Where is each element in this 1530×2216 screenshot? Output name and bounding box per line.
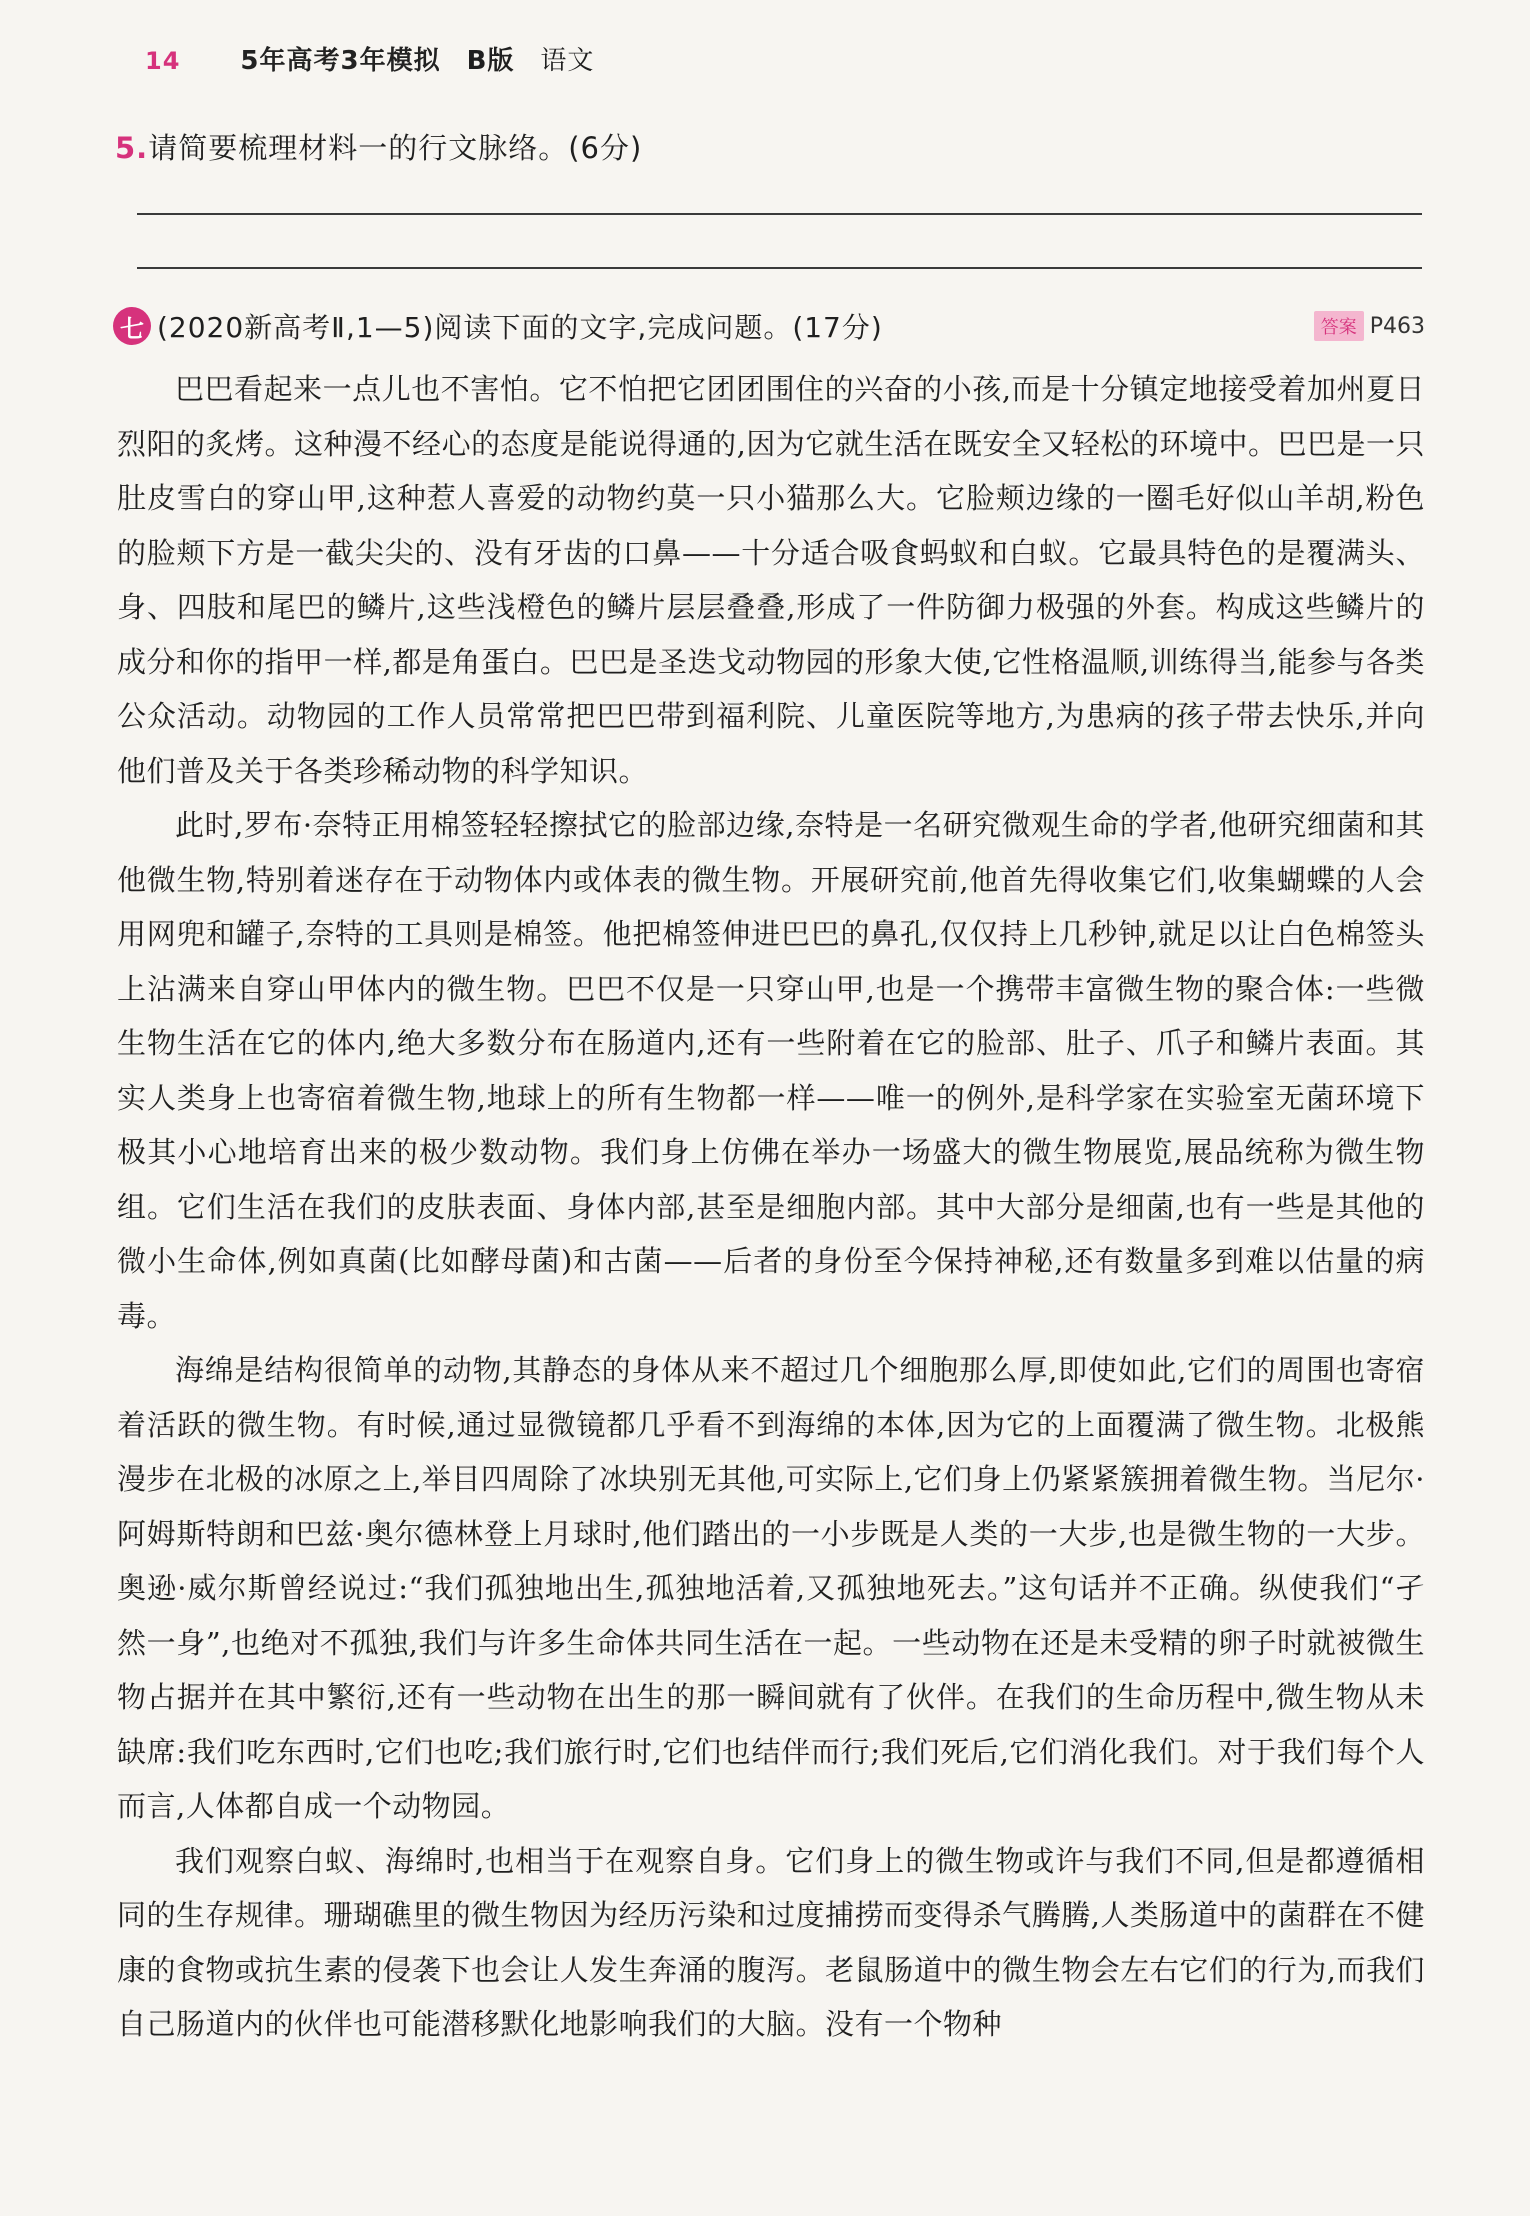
- passage-paragraph: 此时,罗布·奈特正用棉签轻轻擦拭它的脸部边缘,奈特是一名研究微观生命的学者,他研究细菌和其他微生物,特别着迷存在于动物体内或体表的微生物。开展研究前,他首先得收集它们,收集蝴蝶的人会用网兜和罐子,奈特的工具则是棉签。他把棉签伸进巴巴的鼻孔,仅仅持上几秒钟,就足以让白色棉签头上沾满来自穿山甲体内的微生物。巴巴不仅是一只穿山甲,也是一个携带丰富微生物的聚合体:一些微生物生活在它的体内,绝大多数分布在肠道内,还有一些附着在它的脸部、肚子、爪子和鳞片表面。其实人类身上也寄宿着微生物,地球上的所有生物都一样——唯一的例外,是科学家在实验室无菌环境下极其小心地培育出来的极少数动物。我们身上仿佛在举办一场盛大的微生物展览,展品统称为微生物组。它们生活在我们的皮肤表面、身体内部,甚至是细胞内部。其中大部分是细菌,也有一些是其他的微小生命体,例如真菌(比如酵母菌)和古菌——后者的身份至今保持神秘,还有数量多到难以估量的病毒。: [117, 808, 1425, 1333]
- answer-reference: [1314, 311, 1425, 341]
- answer-tag: 答案: [1314, 311, 1364, 341]
- question-5: [115, 126, 642, 167]
- section-instruction: (2020新高考Ⅱ,1—5)阅读下面的文字,完成问题。(17分): [157, 311, 883, 344]
- question-text: 请简要梳理材料一的行文脉络。(6分): [148, 131, 643, 165]
- passage-paragraph: 海绵是结构很简单的动物,其静态的身体从来不超过几个细胞那么厚,即使如此,它们的周围也寄宿着活跃的微生物。有时候,通过显微镜都几乎看不到海绵的本体,因为它的上面覆满了微生物。北极熊漫步在北极的冰原之上,举目四周除了冰块别无其他,可实际上,它们身上仍紧紧簇拥着微生物。当尼尔·阿姆斯特朗和巴兹·奥尔德林登上月球时,他们踏出的一小步既是人类的一大步,也是微生物的一大步。奥逊·威尔斯曾经说过:“我们孤独地出生,孤独地活着,又孤独地死去。”这句话并不正确。纵使我们“孑然一身”,也绝对不孤独,我们与许多生命体共同生活在一起。一些动物在还是未受精的卵子时就被微生物占据并在其中繁衍,还有一些动物在出生的那一瞬间就有了伙伴。在我们的生命历程中,微生物从未缺席:我们吃东西时,它们也吃;我们旅行时,它们也结伴而行;我们死后,它们消化我们。对于我们每个人而言,人体都自成一个动物园。: [117, 1353, 1425, 1823]
- answer-page: P463: [1369, 313, 1425, 339]
- section-heading: [113, 306, 1425, 346]
- book-edition: B版: [466, 46, 515, 76]
- page-number: 14: [145, 47, 181, 75]
- answer-line: [137, 267, 1422, 269]
- passage-paragraph: 我们观察白蚁、海绵时,也相当于在观察自身。它们身上的微生物或许与我们不同,但是都遵循相同的生存规律。珊瑚礁里的微生物因为经历污染和过度捕捞而变得杀气腾腾,人类肠道中的菌群在不健康的食物或抗生素的侵袭下也会让人发生奔涌的腹泻。老鼠肠道中的微生物会左右它们的行为,而我们自己肠道内的伙伴也可能潜移默化地影响我们的大脑。没有一个物种: [117, 1843, 1425, 2041]
- question-number: 5.: [115, 131, 149, 165]
- passage-paragraph: 巴巴看起来一点儿也不害怕。它不怕把它团团围住的兴奋的小孩,而是十分镇定地接受着加州夏日烈阳的炙烤。这种漫不经心的态度是能说得通的,因为它就生活在既安全又轻松的环境中。巴巴是一只肚皮雪白的穿山甲,这种惹人喜爱的动物约莫一只小猫那么大。它脸颊边缘的一圈毛好似山羊胡,粉色的脸颊下方是一截尖尖的、没有牙齿的口鼻——十分适合吸食蚂蚁和白蚁。它最具特色的是覆满头、身、四肢和尾巴的鳞片,这些浅橙色的鳞片层层叠叠,形成了一件防御力极强的外套。构成这些鳞片的成分和你的指甲一样,都是角蛋白。巴巴是圣迭戈动物园的形象大使,它性格温顺,训练得当,能参与各类公众活动。动物园的工作人员常常把巴巴带到福利院、儿童医院等地方,为患病的孩子带去快乐,并向他们普及关于各类珍稀动物的科学知识。: [117, 372, 1426, 788]
- page-header: [145, 40, 594, 77]
- book-subject: 语文: [540, 46, 595, 76]
- section-number-badge: 七: [113, 307, 151, 345]
- reading-passage: [117, 362, 1425, 2052]
- answer-line: [137, 213, 1422, 215]
- book-title: 5年高考3年模拟: [240, 46, 441, 76]
